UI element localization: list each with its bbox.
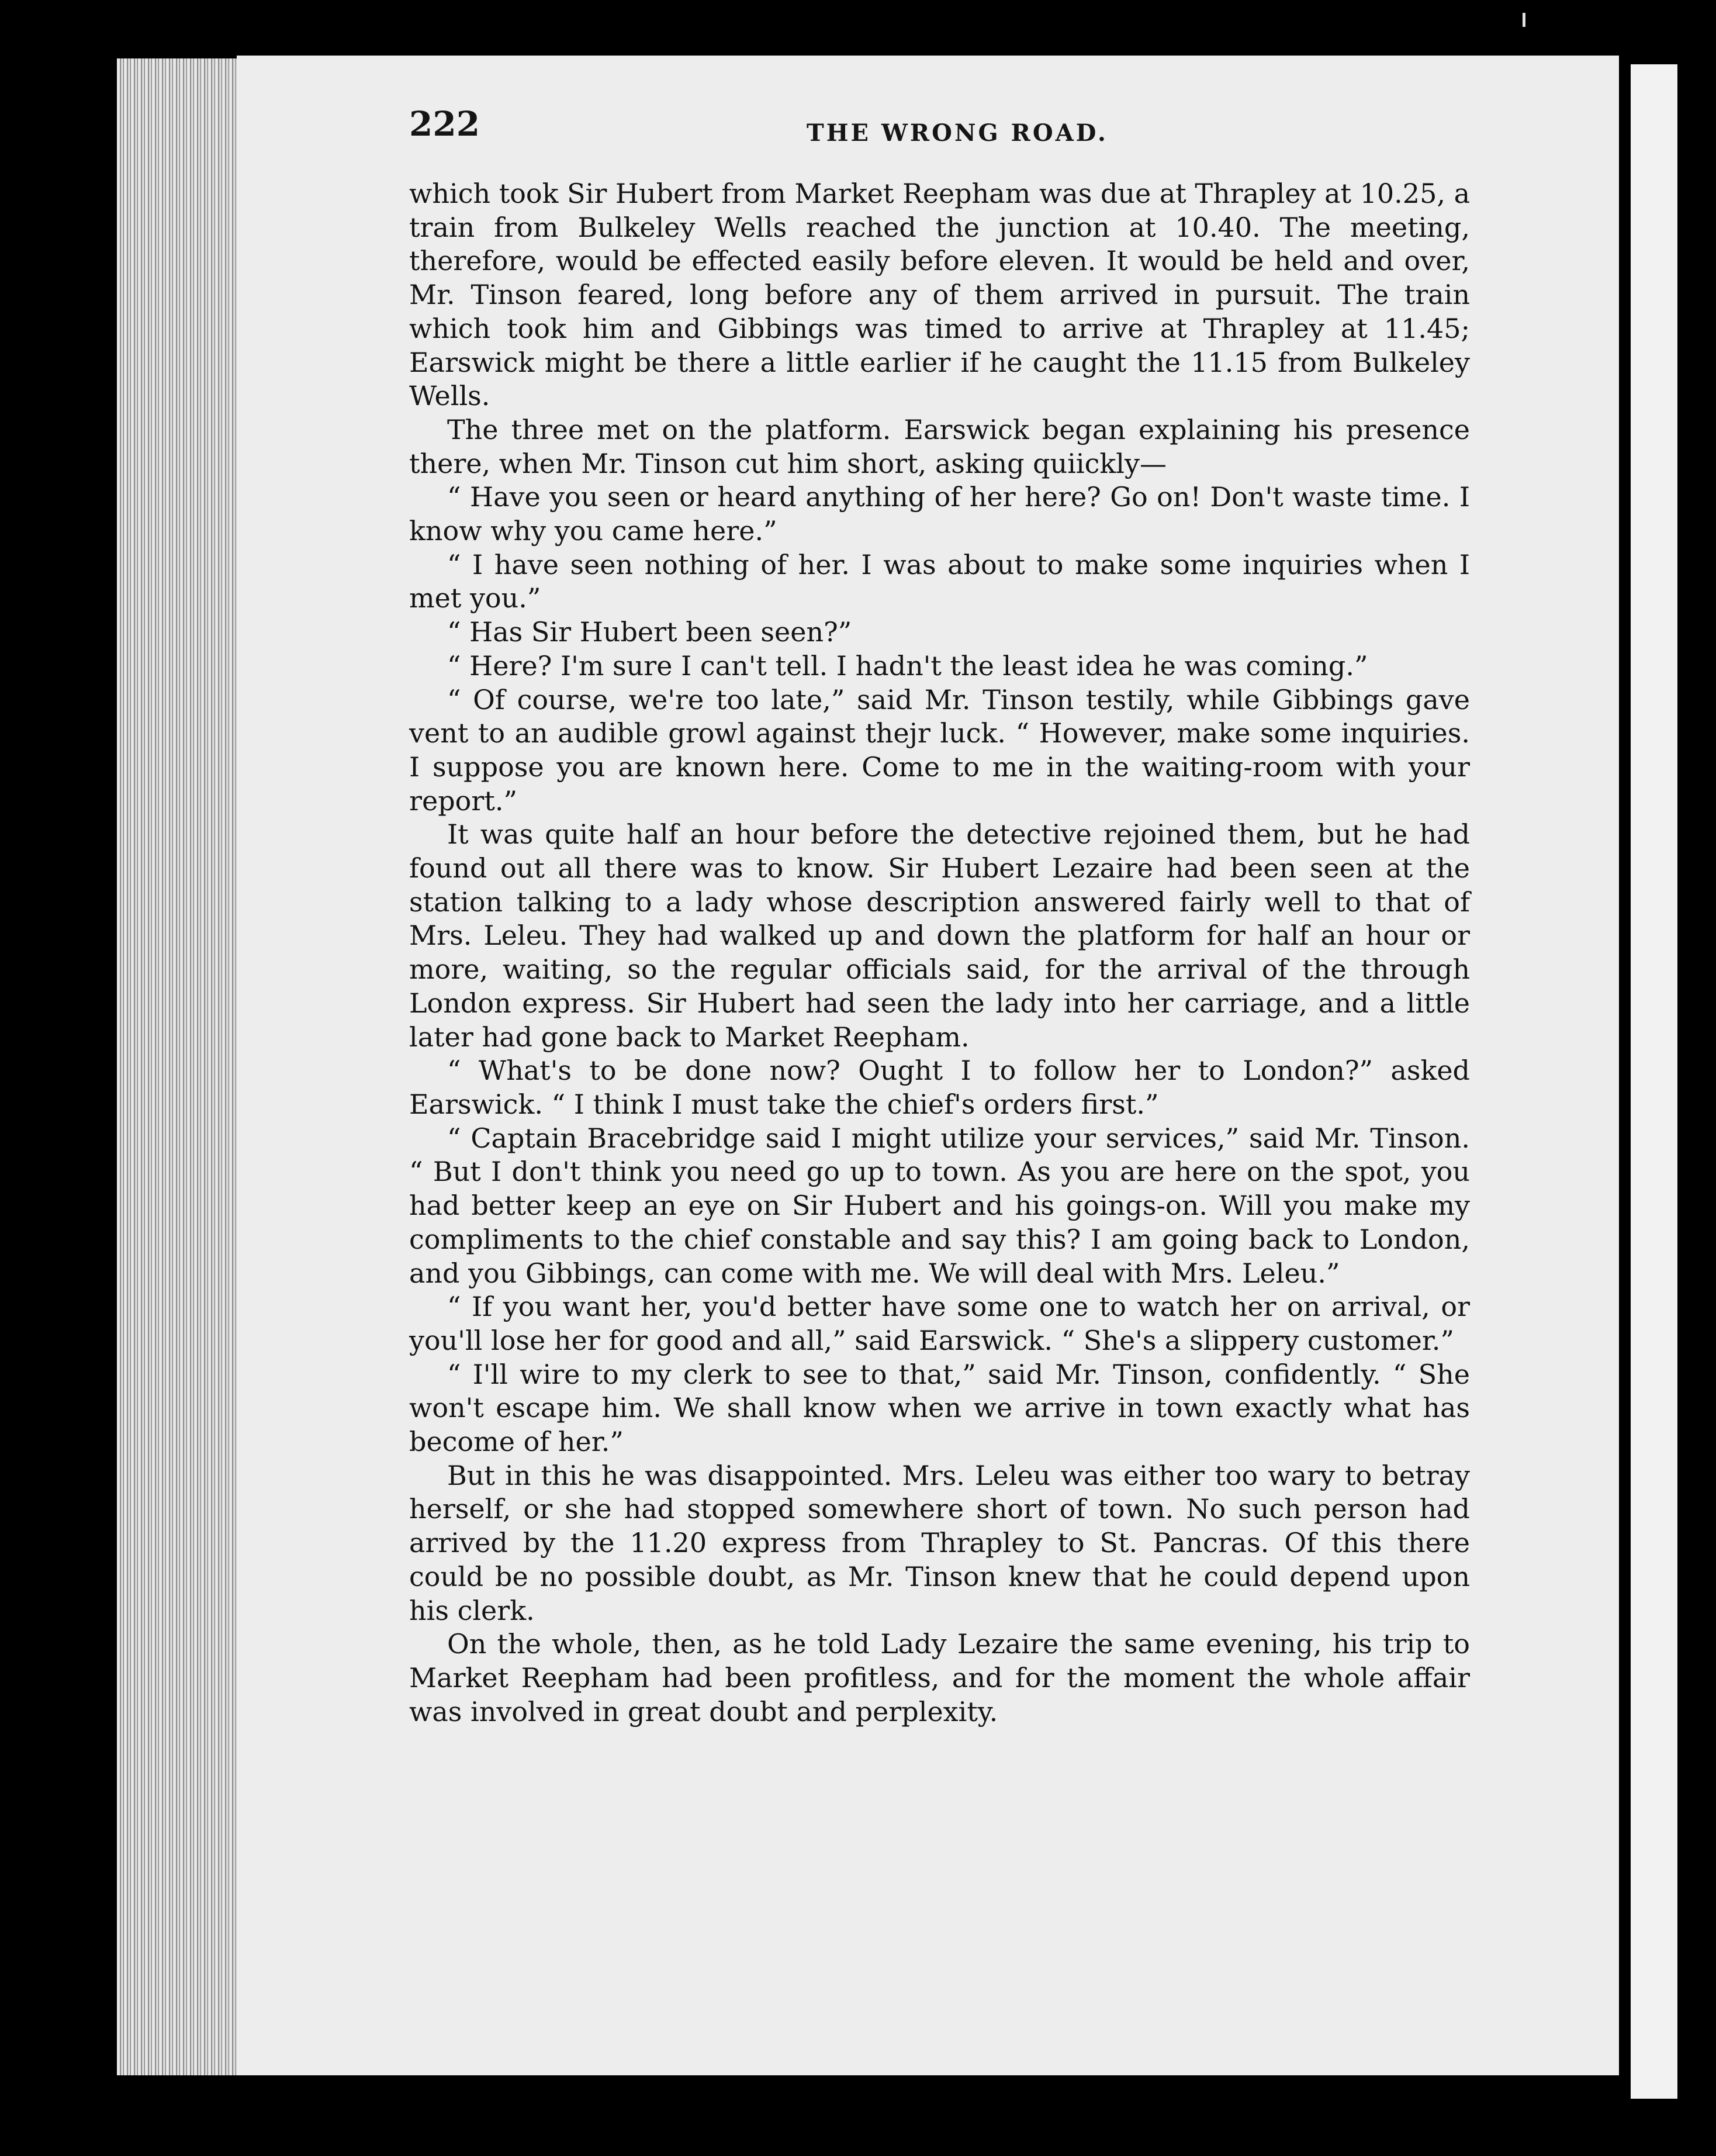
facing-page-edge: [1631, 64, 1677, 2099]
page-number: 222: [409, 104, 480, 144]
paragraph: It was quite half an hour before the detective rejoined them, but he had found out all there was to know. Sir Hubert Lezaire had been seen at the station talking to a lady whose description answered fairly well to that of Mrs. Leleu. They had walked up and down the platform for half an hour or more, waiting, so the regular officials said, for the arrival of the through London express. Sir Hubert had seen the lady into her carriage, and a little later had gone back to Market Reepham.: [409, 818, 1470, 1053]
paragraph: But in this he was disappointed. Mrs. Leleu was either too wary to betray herself, or she had stopped somewhere short of town. No such person had arrived by the 11.20 express from Thrapley to St. Pancras. Of this there could be no possible doubt, as Mr. Tinson knew that he could depend upon his clerk.: [409, 1459, 1470, 1626]
body-text: [409, 177, 1470, 1729]
paragraph: The three met on the platform. Earswick began explaining his presence there, when Mr. Tinson cut him short, asking quiickly—: [409, 413, 1470, 479]
paragraph: “ What's to be done now? Ought I to follow her to London?” asked Earswick. “ I think I must take the chief's orders first.”: [409, 1055, 1470, 1120]
paragraph: “ Captain Bracebridge said I might utilize your services,” said Mr. Tinson. “ But I don't think you need go up to town. As you are here on the spot, you had better keep an eye on Sir Hubert and his goings-on. Will you make my compliments to the chief constable and say this? I am going back to London, and you Gibbings, can come with me. We will deal with Mrs. Leleu.”: [409, 1122, 1470, 1289]
running-head: THE WRONG ROAD.: [807, 119, 1108, 147]
paragraph: “ I have seen nothing of her. I was about to make some inquiries when I met you.”: [409, 548, 1470, 614]
book-page-edges: [117, 58, 240, 2075]
paragraph: On the whole, then, as he told Lady Lezaire the same evening, his trip to Market Reepham had been profitless, and for the moment the whole affair was involved in great doubt and perplexity.: [409, 1628, 1470, 1727]
scan-speck: [1523, 13, 1525, 27]
paragraph: “ Of course, we're too late,” said Mr. Tinson testily, while Gibbings gave vent to an audible growl against thejr luck. “ However, make some inquiries. I suppose you are known here. Come to me in the waiting-room with your report.”: [409, 683, 1470, 817]
paragraph: “ If you want her, you'd better have some one to watch her on arrival, or you'll lose her for good and all,” said Earswick. “ She's a slippery customer.”: [409, 1291, 1470, 1356]
paragraph: “ Have you seen or heard anything of her here? Go on! Don't waste time. I know why you came here.”: [409, 481, 1470, 547]
paragraph: “ Has Sir Hubert been seen?”: [447, 616, 852, 648]
paragraph: “ I'll wire to my clerk to see to that,” said Mr. Tinson, confidently. “ She won't escape him. We shall know when we arrive in town exactly what has become of her.”: [409, 1358, 1470, 1458]
paragraph: “ Here? I'm sure I can't tell. I hadn't the least idea he was coming.”: [447, 649, 1368, 682]
paragraph: which took Sir Hubert from Market Reepham was due at Thrapley at 10.25, a train from Bulkeley Wells reached the junction at 10.40. The meeting, therefore, would be effected easily before eleven. It would be held and over, Mr. Tinson feared, long before any of them arrived in pursuit. The train which took him and Gibbings was timed to arrive at Thrapley at 11.45; Earswick might be there a little earlier if he caught the 11.15 from Bulkeley Wells.: [409, 178, 1471, 412]
